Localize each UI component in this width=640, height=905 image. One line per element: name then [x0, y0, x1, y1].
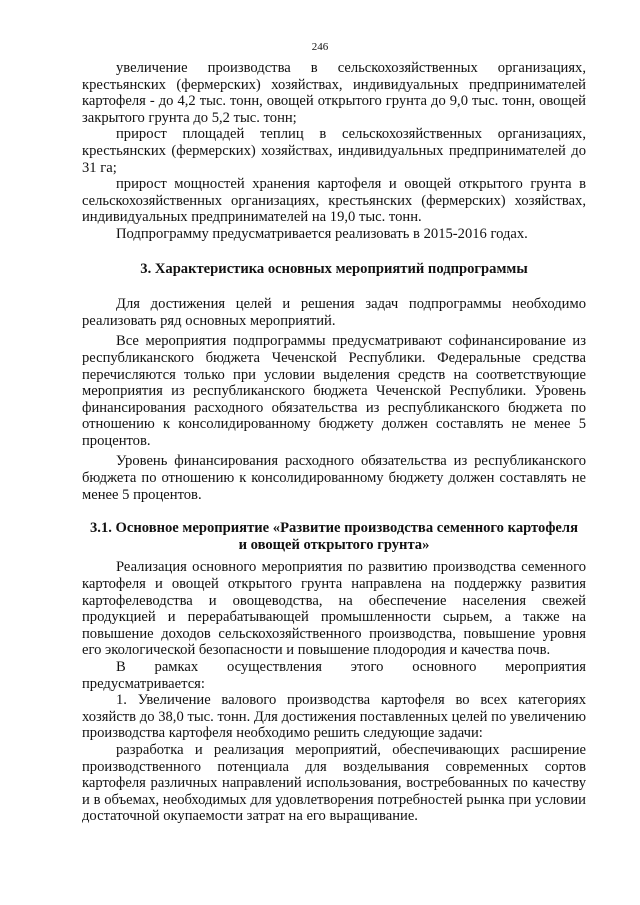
section-3-1-heading [82, 520, 586, 553]
section-3-1-paragraph: В рамках осуществления этого основного мероприятия предусматривается: [82, 659, 586, 692]
intro-paragraph: прирост мощностей хранения картофеля и овощей открытого грунта в сельскохозяйственных организациях, крестьянских (фермерских) хозяйствах, индивидуальных предпринимателей на 19,0 тыс. тонн. [82, 176, 586, 226]
section-3-1-paragraph: разработка и реализация мероприятий, обеспечивающих расширение производственного потенциала для возделывания современных сортов картофеля различных направлений использования, востребованных по качеству и в объемах, необходимых для удовлетворения потребностей рынка при условии достаточной окупаемости затрат на его выращивание. [82, 741, 586, 825]
section-3-1-paragraph: 1. Увеличение валового производства картофеля во всех категориях хозяйств до 38,0 тыс. тонн. Для достижения поставленных целей по увеличению производства картофеля необходимо решить следующие задачи: [82, 692, 586, 742]
page-number: 246 [311, 41, 329, 53]
section-3-paragraph: Все мероприятия подпрограммы предусматривают софинансирование из республиканского бюджета Чеченской Республики. Федеральные средства перечисляются только при условии выделения средств на соответствующие мероприятия из республиканского бюджета Чеченской Республики. Уровень финансирования расходного обязательства из республиканского бюджета по отношению к консолидированному бюджету должен составлять не менее 5 процентов. [82, 333, 586, 449]
intro-paragraph: увеличение производства в сельскохозяйственных организациях, крестьянских (фермерских) хозяйствах, индивидуальных предпринимателей картофеля - до 4,2 тыс. тонн, овощей открытого грунта до 9,0 тыс. тонн, овощей закрытого грунта до 5,2 тыс. тонн; [82, 60, 586, 126]
section-3-paragraph: Уровень финансирования расходного обязательства из республиканского бюджета по отношению к консолидированному бюджету должен составлять не менее 5 процентов. [82, 453, 586, 503]
page-body [82, 60, 586, 825]
section-3-heading: 3. Характеристика основных мероприятий подпрограммы [140, 260, 528, 277]
section-3-1-paragraph: Реализация основного мероприятия по развитию производства семенного картофеля и овощей открытого грунта направлена на поддержку развития картофелеводства и овощеводства, на обеспечение населения свежей продукцией и перерабатывающей промышленности сырьем, а также на повышение доходов сельскохозяйственного производства, повышение уровня его экологической безопасности и повышение плодородия и качества почв. [82, 559, 586, 659]
section-3-1-heading-line: и овощей открытого грунта» [238, 536, 430, 553]
intro-paragraph: Подпрограмму предусматривается реализовать в 2015-2016 годах. [116, 225, 528, 242]
section-3-paragraph: Для достижения целей и решения задач подпрограммы необходимо реализовать ряд основных мероприятий. [82, 296, 586, 329]
intro-paragraph: прирост площадей теплиц в сельскохозяйственных организациях, крестьянских (фермерских) хозяйствах, индивидуальных предпринимателей до 31 га; [82, 126, 586, 176]
section-3-1-heading-line: 3.1. Основное мероприятие «Развитие производства семенного картофеля [90, 520, 578, 537]
